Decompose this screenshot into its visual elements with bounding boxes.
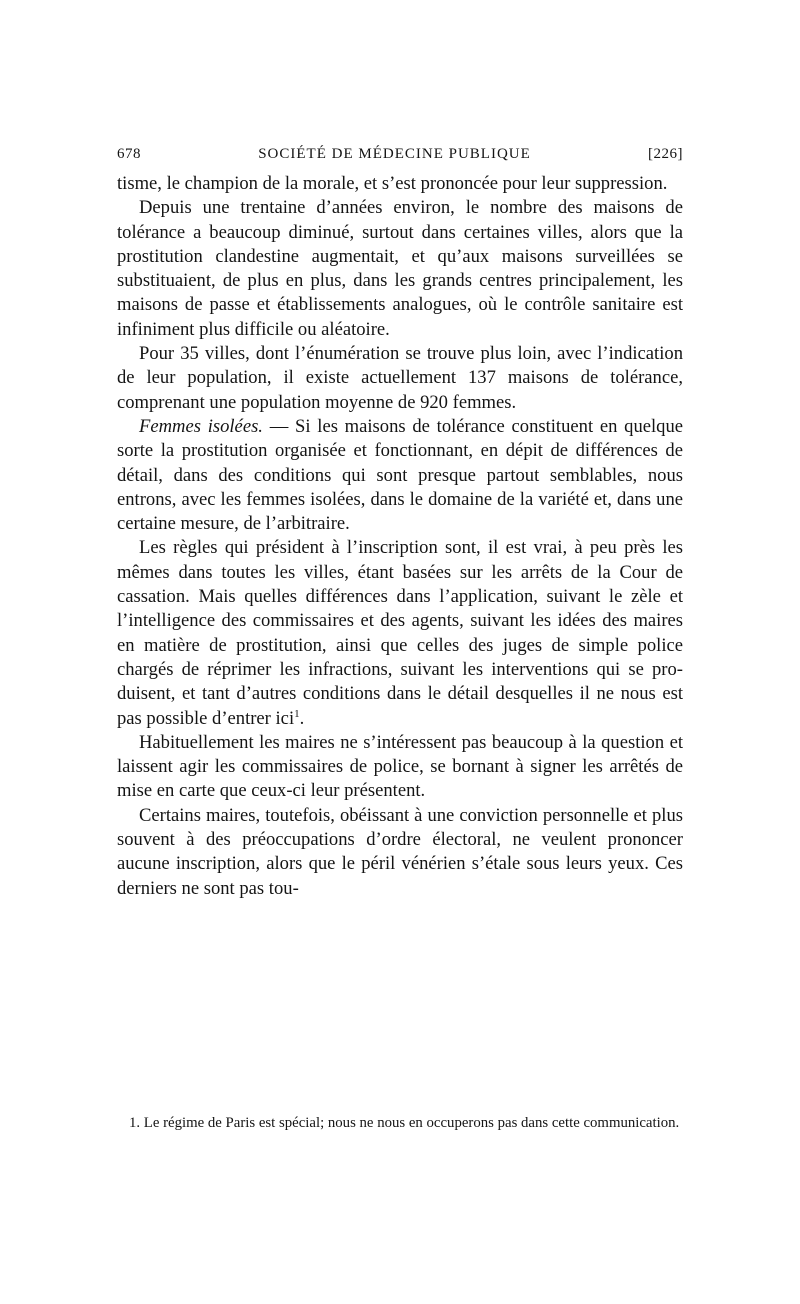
bracket-number: [226] <box>647 146 683 162</box>
paragraph: Pour 35 villes, dont l’énumération se trouve plus loin, avec l’indication de leur population, il existe actuellement 137 maisons de tolérance, comprenant une population moyenne de 920 femmes. <box>117 343 683 413</box>
paragraph: Depuis une trentaine d’années environ, le nombre des maisons de tolérance a beaucoup diminué, surtout dans certaines villes, alors que la prostitution clandestine augmentait, et qu’aux maisons surveillées se substituaient, de plus en plus, dans les grands centres principalement, les maisons de passe et établissements analogues, où le contrôle sanitaire est infiniment plus difficile ou aléatoire. <box>117 197 683 340</box>
footnote-reference[interactable]: 1 <box>294 707 300 720</box>
page-number: 678 <box>117 146 141 162</box>
paragraph: Habituellement les maires ne s’intéressent pas beaucoup à la question et laissent agir les commissaires de police, se bornant à signer les arrêtés de mise en carte que ceux-ci leur présentent. <box>117 731 683 802</box>
paragraph <box>117 536 683 730</box>
paragraph-end: . <box>299 707 305 729</box>
running-header <box>117 146 683 172</box>
footnote-text: Le régime de Paris est spécial; nous ne nous en occuperons pas dans cette communication. <box>140 1115 680 1131</box>
footnote-marker: 1. <box>129 1115 141 1131</box>
paragraph: Certains maires, toutefois, obéissant à une conviction personnelle et plus souvent à des préoccupations d’ordre électoral, ne veulent prononcer aucune inscription, alors que le péril vénérien s’étale sous leurs yeux. Ces derniers ne sont pas tou- <box>117 804 683 899</box>
body-text <box>117 172 683 901</box>
paragraph-femmes-isolees <box>117 415 683 536</box>
running-title: SOCIÉTÉ DE MÉDECINE PUBLIQUE <box>258 146 531 162</box>
page <box>117 146 683 901</box>
paragraph-continuation: tisme, le champion de la morale, et s’est prononcée pour leur suppression. <box>117 173 668 194</box>
footnote <box>117 1113 683 1133</box>
paragraph-text: Les règles qui président à l’inscription sont, il est vrai, à peu près les mêmes dans toutes les villes, étant basées sur les arrêts de la Cour de cassation. Mais quelles différences dans l’application, suivant le zèle et l’intelligence des commissaires et des agents, suivant les idées des maires en matière de prostitution, ainsi que celles des juges de simple police chargés de réprimer les infractions, suivant les interventions qui se produisent, et tant d’autres conditions dans le détail desquelles il ne nous est pas possible d’entrer ici <box>117 537 683 729</box>
section-heading: Femmes isolées. <box>139 415 263 437</box>
footnotes <box>117 1113 683 1133</box>
section-text: — Si les maisons de tolérance constituent en quelque sorte la prostitution organisée et fonctionnant, en dépit de différences de détail, dans des conditions qui sont presque partout semblables, nous entrons, avec les femmes isolées, dans le domaine de la variété et, dans une certaine mesure, de l’arbitraire. <box>117 415 684 535</box>
